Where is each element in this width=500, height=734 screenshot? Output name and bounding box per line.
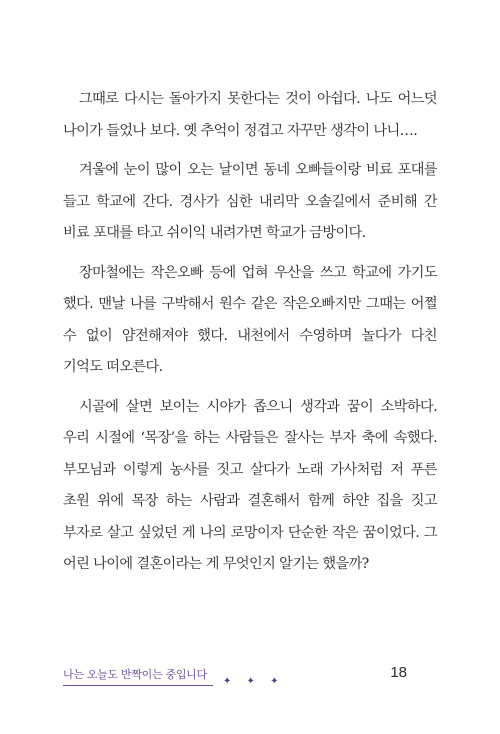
paragraph: 그때로 다시는 돌아가지 못한다는 것이 아쉽다. 나도 어느덧 나이가 들었나 보다. 옛 추억이 정겹고 자꾸만 생각이 나니…. [63, 91, 437, 139]
paragraph: 겨울에 눈이 많이 오는 날이면 동네 오빠들이랑 비료 포대를 들고 학교에 간다. 경사가 심한 내리막 오솔길에서 준비해 간 비료 포대를 타고 쉬이익 내려가면 학교가 금방이다. [63, 162, 437, 241]
body-text [63, 84, 437, 589]
page-footer [63, 664, 437, 694]
footer-divider [63, 685, 213, 686]
paragraph: 시골에 살면 보이는 시야가 좁으니 생각과 꿈이 소박하다. 우리 시절에 ‘목장’을 하는 사람들은 잘사는 부자 축에 속했다. 부모님과 이렇게 농사를 짓고 살다가 노래 가사처럼 저 푸른 초원 위에 목장 하는 사람과 결혼해서 함께 하얀 집을 짓고 부자로 살고 싶었던 게 나의 로망이자 단순한 작은 꿈이었다. 그 어린 나이에 결혼이라는 게 무엇인지 알기는 했을까? [63, 398, 437, 572]
running-title: 나는 오늘도 반짝이는 중입니다 [63, 668, 207, 681]
paragraph: 장마철에는 작은오빠 등에 업혀 우산을 쓰고 학교에 가기도 했다. 맨날 나를 구박해서 원수 같은 작은오빠지만 그때는 어쩔 수 없이 얌전해져야 했다. 내천에서 수영하며 놀다가 다친 기억도 떠오른다. [63, 264, 437, 375]
star-ornament-icon: ✦ ✦ ✦ [223, 676, 285, 687]
page-number: 18 [390, 664, 407, 681]
